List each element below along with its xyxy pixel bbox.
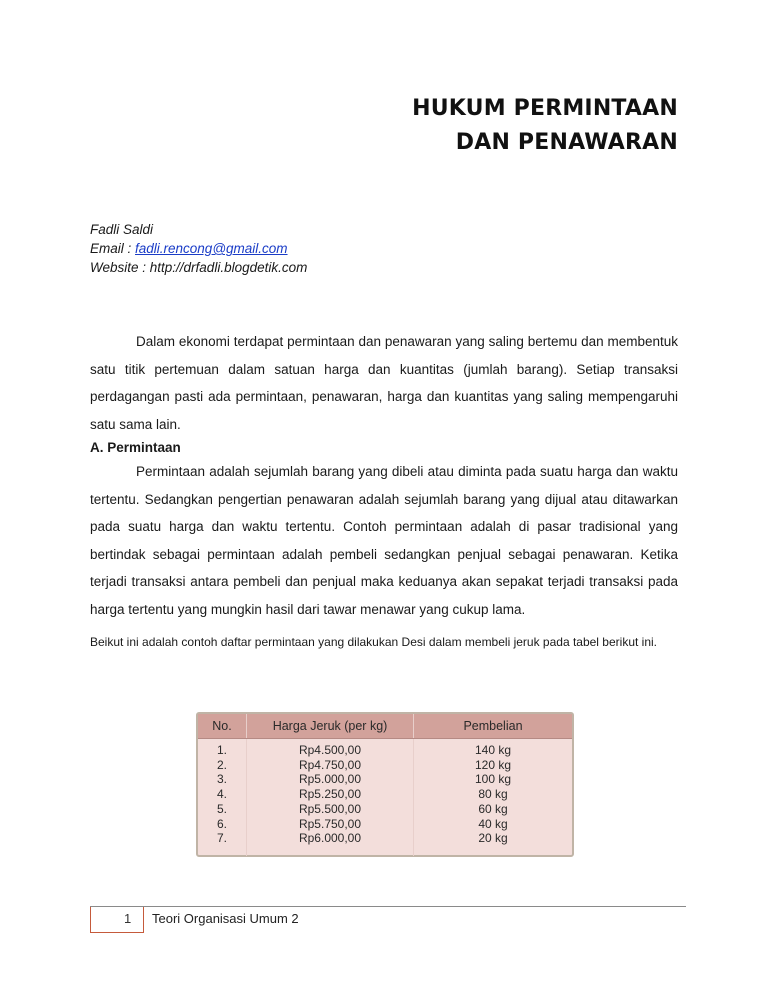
table-cell: 2. xyxy=(216,757,227,772)
table-cell: 1. xyxy=(216,743,227,757)
header-no: No. xyxy=(198,714,247,738)
author-email-line xyxy=(90,239,307,258)
page-number: 1 xyxy=(124,911,132,926)
column-no xyxy=(198,739,247,856)
table-cell: 100 kg xyxy=(474,772,512,787)
column-harga xyxy=(247,739,414,856)
table-cell: 60 kg xyxy=(478,801,508,816)
header-pembelian: Pembelian xyxy=(463,719,523,733)
table-cell: Rp4.750,00 xyxy=(298,757,362,772)
table-intro-paragraph: Beikut ini adalah contoh daftar permintaan yang dilakukan Desi dalam membeli jeruk pada tabel berikut ini. xyxy=(90,635,657,649)
table-cell: 7. xyxy=(216,831,227,846)
table-cell: 20 kg xyxy=(478,831,508,846)
table-cell: Rp5.750,00 xyxy=(298,816,362,831)
email-label: Email : xyxy=(90,241,136,256)
author-name: Fadli Saldi xyxy=(90,222,154,237)
table-cell: 80 kg xyxy=(478,787,508,802)
intro-paragraph: Dalam ekonomi terdapat permintaan dan penawaran yang saling bertemu dan membentuk satu titik pertemuan dalam satuan harga dan kuantitas (jumlah barang). Setiap transaksi perdagangan pasti ada permintaan, penawaran, harga dan kuantitas yang saling mempengaruhi satu sama lain. xyxy=(90,334,678,432)
table-cell: 5. xyxy=(216,801,227,816)
document-title xyxy=(412,92,678,160)
footer-divider xyxy=(90,906,686,907)
table-cell: 140 kg xyxy=(474,743,512,757)
table-cell: Rp5.000,00 xyxy=(298,772,362,787)
column-pembelian xyxy=(414,739,572,856)
table-cell: 120 kg xyxy=(474,757,512,772)
demand-table xyxy=(196,712,574,857)
email-link[interactable]: fadli.rencong@gmail.com xyxy=(135,241,288,256)
table-cell: Rp4.500,00 xyxy=(298,743,362,757)
table-cell: 40 kg xyxy=(478,816,508,831)
author-website: Website : http://drfadli.blogdetik.com xyxy=(90,260,308,275)
table-cell: Rp5.250,00 xyxy=(298,787,362,802)
author-block xyxy=(90,220,307,277)
table-header-row xyxy=(198,714,572,739)
table-body xyxy=(198,739,572,856)
header-harga: Harga Jeruk (per kg) xyxy=(247,714,414,738)
section-a-paragraph: Permintaan adalah sejumlah barang yang dibeli atau diminta pada suatu harga dan waktu tertentu. Sedangkan pengertian penawaran adalah sejumlah barang yang dijual atau ditawarkan pada suatu harga dan waktu tertentu. Contoh permintaan adalah di pasar tradisional yang bertindak sebagai permintaan adalah pembeli sedangkan penjual sebagai penawaran. Ketika terjadi transaksi antara pembeli dan penjual maka keduanya akan sepakat terjadi transaksi pada harga tertentu yang mungkin hasil dari tawar menawar yang cukup lama. xyxy=(90,464,678,617)
table-cell: Rp5.500,00 xyxy=(298,801,362,816)
section-a-heading: A. Permintaan xyxy=(90,440,181,455)
main-content xyxy=(90,328,678,655)
table-cell: 4. xyxy=(216,787,227,802)
table-cell: Rp6.000,00 xyxy=(298,831,362,846)
table-cell: 3. xyxy=(216,772,227,787)
title-line-2: DAN PENAWARAN xyxy=(455,130,678,155)
footer-title: Teori Organisasi Umum 2 xyxy=(152,911,299,926)
title-line-1: HUKUM PERMINTAAN xyxy=(412,96,678,121)
table-cell: 6. xyxy=(216,816,227,831)
page-number-box xyxy=(90,907,144,933)
